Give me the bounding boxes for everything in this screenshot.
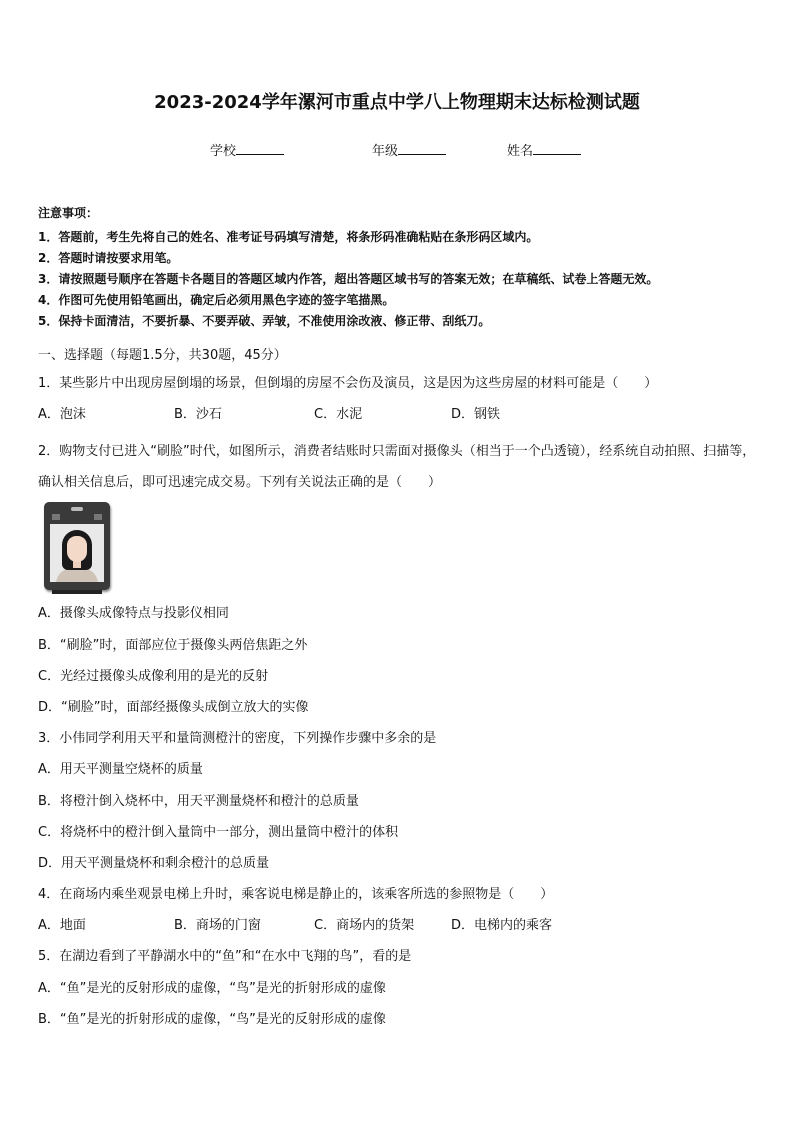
notes-heading: 注意事项： <box>38 206 99 220</box>
name-label: 姓名 <box>507 144 534 159</box>
note-item: 5．保持卡面清洁，不要折暴、不要弄破、弄皱，不准使用涂改液、修正带、刮纸刀。 <box>38 314 491 328</box>
option-b: B．将橙汁倒入烧杯中，用天平测量烧杯和橙汁的总质量 <box>38 793 359 809</box>
grade-field <box>372 140 446 159</box>
option-b: B．“鱼”是光的折射形成的虚像，“鸟”是光的反射形成的虚像 <box>38 1011 386 1027</box>
grade-label: 年级 <box>372 144 399 159</box>
name-field <box>507 140 581 159</box>
question-4-options <box>38 916 768 947</box>
option-b: B．沙石 <box>174 407 222 423</box>
option-d: D．钢铁 <box>451 407 501 423</box>
option-c: C．将烧杯中的橙汁倒入量筒中一部分，测出量筒中橙汁的体积 <box>38 824 399 840</box>
option-d: D．“刷脸”时，面部经摄像头成倒立放大的实像 <box>38 699 309 715</box>
portrait-shoulders <box>56 568 98 582</box>
option-d: D．电梯内的乘客 <box>451 918 553 934</box>
school-blank <box>236 140 284 155</box>
grade-blank <box>398 140 446 155</box>
option-a: A．“鱼”是光的反射形成的虚像，“鸟”是光的折射形成的虚像 <box>38 980 386 996</box>
device-base <box>52 590 102 594</box>
sensor-left <box>52 514 60 520</box>
option-a: A．摄像头成像特点与投影仪相同 <box>38 606 229 622</box>
notes-block <box>38 204 768 332</box>
device-screen <box>50 524 104 582</box>
school-label: 学校 <box>210 144 237 159</box>
option-b: B．商场的门窗 <box>174 918 261 934</box>
question-3-stem: 3．小伟同学利用天平和量筒测橙汁的密度，下列操作步骤中多余的是 <box>38 731 437 747</box>
option-a: A．泡沫 <box>38 407 86 423</box>
question-1-stem: 1．某些影片中出现房屋倒塌的场景，但倒塌的房屋不会伤及演员，这是因为这些房屋的材料可能是（ ） <box>38 376 658 391</box>
question-4-stem: 4．在商场内乘坐观景电梯上升时，乘客说电梯是静止的，该乘客所选的参照物是（ ） <box>38 887 554 903</box>
portrait-face <box>67 536 87 562</box>
face-payment-device-image <box>44 502 110 590</box>
name-blank <box>533 140 581 155</box>
option-b: B．“刷脸”时，面部应位于摄像头两倍焦距之外 <box>38 637 308 653</box>
note-item: 1．答题前，考生先将自己的姓名、准考证号码填写清楚，将条形码准确粘贴在条形码区域内。 <box>38 230 539 244</box>
option-d: D．用天平测量烧杯和剩余橙汁的总质量 <box>38 855 270 871</box>
questions-area <box>38 346 768 1041</box>
section-heading: 一、选择题（每题1.5分，共30题，45分） <box>38 348 287 363</box>
exam-title: 2023-2024学年漯河市重点中学八上物理期末达标检测试题 <box>154 92 640 113</box>
school-field <box>210 140 284 159</box>
sensor-right <box>94 514 102 520</box>
option-c: C．光经过摄像头成像利用的是光的反射 <box>38 668 269 684</box>
question-5-stem: 5．在湖边看到了平静湖水中的“鱼”和“在水中飞翔的鸟”，看的是 <box>38 949 412 965</box>
question-1-options <box>38 405 768 436</box>
option-a: A．用天平测量空烧杯的质量 <box>38 762 203 778</box>
option-c: C．水泥 <box>314 407 363 423</box>
question-2-stem: 2．购物支付已进入“刷脸”时代，如图所示，消费者结账时只需面对摄像头（相当于一个凸透镜），经系统自动拍照、扫描等，确认相关信息后，即可迅速完成交易。下列有关说法正确的是（ ） <box>38 444 756 491</box>
option-a: A．地面 <box>38 918 86 934</box>
note-item: 3．请按照题号顺序在答题卡各题目的答题区域内作答，超出答题区域书写的答案无效；在草稿纸、试卷上答题无效。 <box>38 272 659 286</box>
camera-lens <box>71 507 83 511</box>
student-info-fields <box>0 140 794 160</box>
note-item: 4．作图可先使用铅笔画出，确定后必须用黑色字迹的签字笔描黑。 <box>38 293 395 307</box>
note-item: 2．答题时请按要求用笔。 <box>38 251 179 265</box>
option-c: C．商场内的货架 <box>314 918 415 934</box>
